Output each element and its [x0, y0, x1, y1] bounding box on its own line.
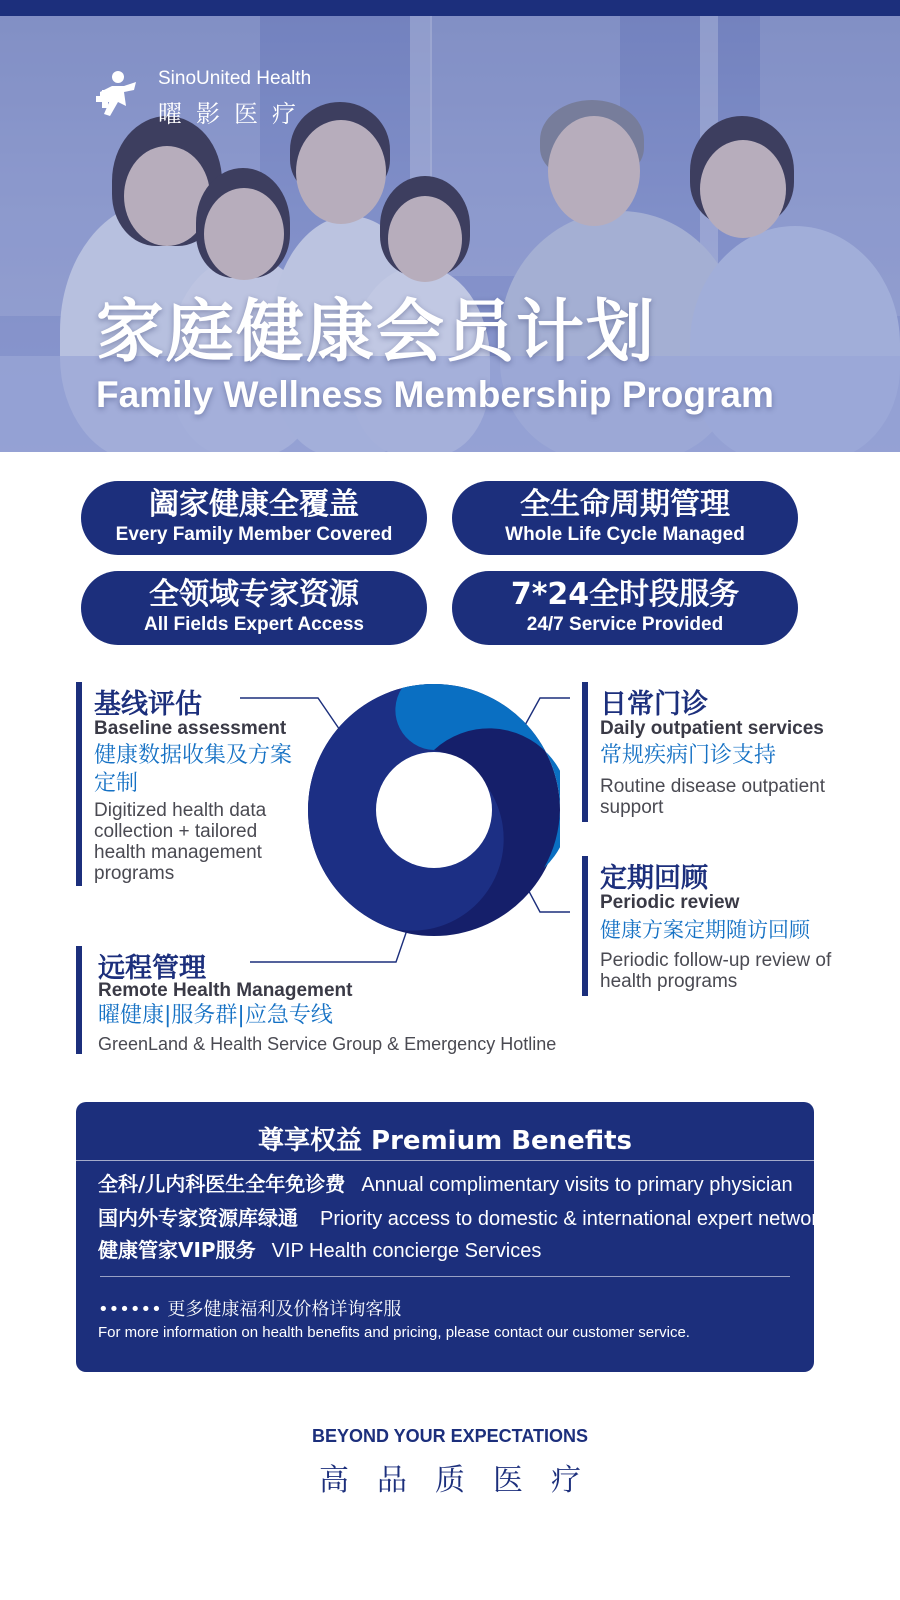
service-bar	[582, 856, 588, 996]
service-title-cn: 基线评估	[94, 689, 202, 720]
feature-pill-experts	[81, 571, 427, 645]
service-daily	[582, 682, 862, 822]
top-strip	[0, 0, 900, 16]
service-remote	[76, 946, 576, 1054]
benefit-item-cn: 全科/儿内科医生全年免诊费	[98, 1172, 346, 1196]
service-title-cn: 日常门诊	[600, 689, 708, 720]
benefits-divider	[100, 1276, 790, 1277]
service-periodic	[582, 856, 862, 996]
service-subtitle-cn: 常规疾病门诊支持	[600, 743, 777, 768]
service-bar	[76, 946, 82, 1054]
benefits-title: 尊享权益 Premium Benefits	[258, 1126, 632, 1156]
benefit-item-en: Annual complimentary visits to primary physician	[361, 1174, 793, 1196]
service-baseline	[76, 682, 306, 886]
feature-pill-24-7	[452, 571, 798, 645]
service-title-en: Periodic review	[600, 892, 740, 913]
service-title-cn: 远程管理	[98, 953, 206, 984]
service-description: GreenLand & Health Service Group & Emergency Hotline	[98, 1034, 557, 1054]
benefit-item-cn: 国内外专家资源库绿通	[98, 1206, 298, 1230]
feature-pill-cn: 全领域专家资源	[149, 577, 359, 612]
feature-pill-en: Whole Life Cycle Managed	[505, 524, 745, 545]
more-info-cn: •••••• 更多健康福利及价格详询客服	[98, 1299, 402, 1320]
hero-title-en: Family Wellness Membership Program	[96, 374, 774, 415]
benefit-item	[98, 1202, 828, 1231]
premium-benefits-panel	[76, 1102, 828, 1372]
feature-pill-cn: 7*24全时段服务	[510, 577, 740, 612]
service-subtitle-cn: 曜健康|服务群|应急专线	[98, 1003, 333, 1028]
ring-center	[376, 752, 492, 868]
feature-pill-lifecycle	[452, 481, 798, 555]
benefit-item-en: VIP Health concierge Services	[271, 1240, 542, 1262]
service-title-cn: 定期回顾	[600, 863, 708, 894]
feature-pill-en: 24/7 Service Provided	[526, 614, 724, 635]
feature-pill-cn: 全生命周期管理	[520, 487, 730, 522]
service-description: Periodic follow-up review of health programs	[600, 950, 832, 992]
hero-title-cn: 家庭健康会员计划	[96, 293, 657, 372]
service-subtitle-cn: 健康数据收集及方案定制	[94, 743, 293, 796]
feature-pill-en: Every Family Member Covered	[115, 524, 393, 545]
feature-pill-coverage	[81, 481, 427, 555]
logo-mark-icon	[96, 70, 140, 120]
benefit-item	[98, 1234, 541, 1263]
service-cycle-ring	[308, 684, 560, 936]
service-subtitle-cn: 健康方案定期随访回顾	[600, 918, 810, 942]
brand-name-en: SinoUnited Health	[158, 68, 312, 89]
brand-logo	[96, 66, 336, 126]
footer-slogan-en: BEYOND YOUR EXPECTATIONS	[311, 1426, 589, 1446]
service-bar	[582, 682, 588, 822]
service-description: Routine disease outpatient support	[600, 776, 825, 818]
footer-slogan-cn: 高品质医疗	[319, 1463, 609, 1498]
benefit-item-cn: 健康管家VIP服务	[98, 1238, 256, 1262]
feature-pill-cn: 阖家健康全覆盖	[149, 487, 359, 522]
service-title-en: Baseline assessment	[94, 718, 287, 739]
more-info-en: For more information on health benefits and pricing, please contact our customer service.	[98, 1324, 690, 1341]
service-bar	[76, 682, 82, 886]
benefits-divider	[76, 1160, 814, 1161]
service-title-en: Remote Health Management	[98, 980, 353, 1001]
hero-banner	[0, 16, 900, 452]
benefit-item-en: Priority access to domestic & international expert network	[320, 1208, 828, 1230]
feature-pill-en: All Fields Expert Access	[143, 614, 364, 635]
benefit-item	[98, 1168, 793, 1197]
service-title-en: Daily outpatient services	[600, 718, 824, 739]
service-description: Digitized health data collection + tailored health management programs	[94, 800, 267, 884]
brand-name-cn: 曜影医疗	[158, 100, 310, 128]
